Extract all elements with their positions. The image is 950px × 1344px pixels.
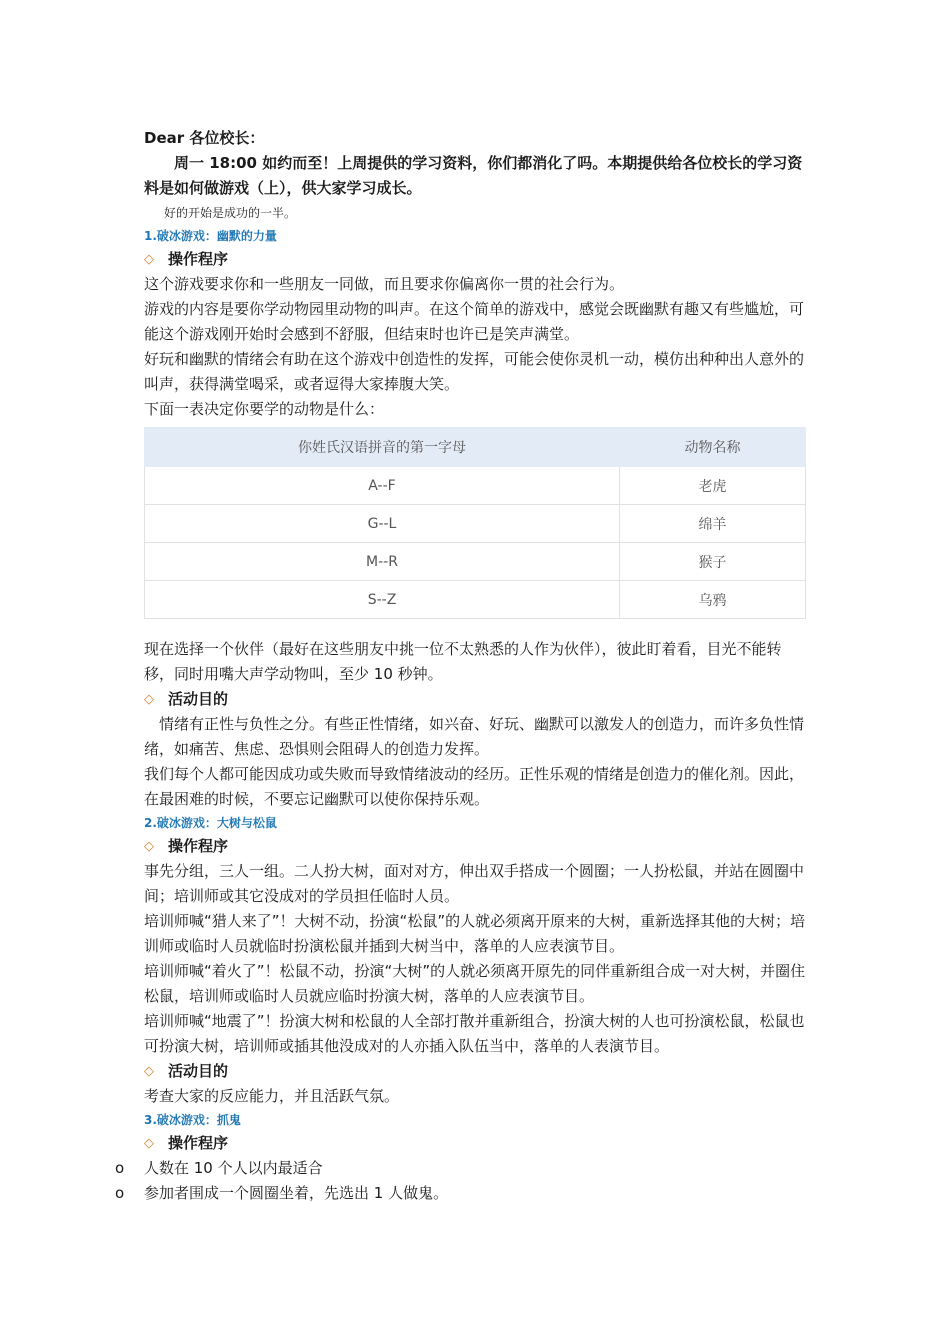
table-cell-letters: S--Z [145, 581, 620, 619]
section-1-goal-paragraph: 我们每个人都可能因成功或失败而导致情绪波动的经历。正性乐观的情绪是创造力的催化剂。因此，在最困难的时候，不要忘记幽默可以使你保持乐观。 [144, 765, 805, 808]
section-1-goal-heading [144, 687, 810, 712]
table-row [145, 505, 806, 543]
section-2-paragraph: 培训师喊“着火了”！松鼠不动，扮演“大树”的人就必须离开原先的同伴重新组合成一对大树，并圈住松鼠，培训师或临时人员就应临时扮演大树，落单的人应表演节目。 [144, 962, 806, 1005]
section-2-goal-paragraph: 考查大家的反应能力，并且活跃气氛。 [144, 1087, 400, 1105]
section-2-paragraph: 培训师喊“猎人来了”！大树不动，扮演“松鼠”的人就必须离开原来的大树，重新选择其他的大树；培训师或临时人员就临时扮演松鼠并插到大树当中，落单的人应表演节目。 [144, 912, 806, 955]
section-2-paragraph: 培训师喊“地震了”！扮演大树和松鼠的人全部打散并重新组合，扮演大树的人也可扮演松鼠，松鼠也可扮演大树，培训师或插其他没成对的人亦插入队伍当中，落单的人表演节目。 [144, 1012, 805, 1055]
goal-label: 活动目的 [168, 1062, 229, 1080]
table-header-letter: 你姓氏汉语拼音的第一字母 [145, 428, 620, 467]
section-1-procedure-heading [144, 247, 810, 272]
table-cell-animal: 猴子 [620, 543, 806, 581]
section-3-procedure-heading [144, 1131, 810, 1156]
section-1-paragraph: 这个游戏要求你和一些朋友一同做，而且要求你偏离你一贯的社会行为。 [144, 275, 625, 293]
section-2-goal-heading [144, 1059, 810, 1084]
table-cell-letters: G--L [145, 505, 620, 543]
section-1-paragraph: 游戏的内容是要你学动物园里动物的叫声。在这个简单的游戏中，感觉会既幽默有趣又有些尴尬，可能这个游戏刚开始时会感到不舒服，但结束时也许已是笑声满堂。 [144, 300, 805, 343]
intro-paragraph: 周一 18:00 如约而至！上周提供的学习资料，你们都消化了吗。本期提供给各位校长的学习资料是如何做游戏（上），供大家学习成长。 [144, 154, 803, 197]
section-2-title: 2.破冰游戏：大树与松鼠 [144, 816, 277, 830]
table-cell-letters: M--R [145, 543, 620, 581]
table-header-animal: 动物名称 [620, 428, 806, 467]
table-row [145, 467, 806, 505]
section-3-title: 3.破冰游戏：抓鬼 [144, 1113, 241, 1127]
procedure-label: 操作程序 [168, 1134, 229, 1152]
table-cell-animal: 绵羊 [620, 505, 806, 543]
tagline: 好的开始是成功的一半。 [164, 206, 297, 220]
list-item [115, 1181, 810, 1206]
table-cell-animal: 老虎 [620, 467, 806, 505]
table-header-row [145, 428, 806, 467]
section-1-paragraph: 下面一表决定你要学的动物是什么： [144, 400, 385, 418]
bullet-marker: o [115, 1184, 125, 1202]
animal-table [144, 427, 806, 619]
diamond-icon: ◇ [144, 692, 154, 707]
document-page [115, 126, 810, 1206]
section-1-title: 1.破冰游戏：幽默的力量 [144, 229, 277, 243]
list-item [115, 1156, 810, 1181]
greeting: Dear 各位校长： [144, 129, 265, 147]
table-cell-letters: A--F [145, 467, 620, 505]
procedure-label: 操作程序 [168, 250, 229, 268]
list-item-text: 人数在 10 个人以内最适合 [144, 1159, 323, 1177]
diamond-icon: ◇ [144, 1136, 154, 1151]
bullet-marker: o [115, 1159, 125, 1177]
section-1-paragraph: 现在选择一个伙伴（最好在这些朋友中挑一位不太熟悉的人作为伙伴），彼此盯着看，目光不能转移，同时用嘴大声学动物叫，至少 10 秒钟。 [144, 640, 782, 683]
diamond-icon: ◇ [144, 839, 154, 854]
diamond-icon: ◇ [144, 252, 154, 267]
section-2-procedure-heading [144, 834, 810, 859]
goal-label: 活动目的 [168, 690, 229, 708]
table-cell-animal: 乌鸦 [620, 581, 806, 619]
section-2-paragraph: 事先分组，三人一组。二人扮大树，面对对方，伸出双手搭成一个圆圈；一人扮松鼠，并站在圆圈中间；培训师或其它没成对的学员担任临时人员。 [144, 862, 805, 905]
table-row [145, 543, 806, 581]
table-row [145, 581, 806, 619]
section-1-goal-paragraph: 情绪有正性与负性之分。有些正性情绪，如兴奋、好玩、幽默可以激发人的创造力，而许多负性情绪，如痛苦、焦虑、恐惧则会阻碍人的创造力发挥。 [144, 715, 805, 758]
list-item-text: 参加者围成一个圆圈坐着，先选出 1 人做鬼。 [144, 1184, 449, 1202]
procedure-label: 操作程序 [168, 837, 229, 855]
diamond-icon: ◇ [144, 1064, 154, 1079]
section-1-paragraph: 好玩和幽默的情绪会有助在这个游戏中创造性的发挥，可能会使你灵机一动，模仿出种种出人意外的叫声，获得满堂喝采，或者逗得大家捧腹大笑。 [144, 350, 805, 393]
